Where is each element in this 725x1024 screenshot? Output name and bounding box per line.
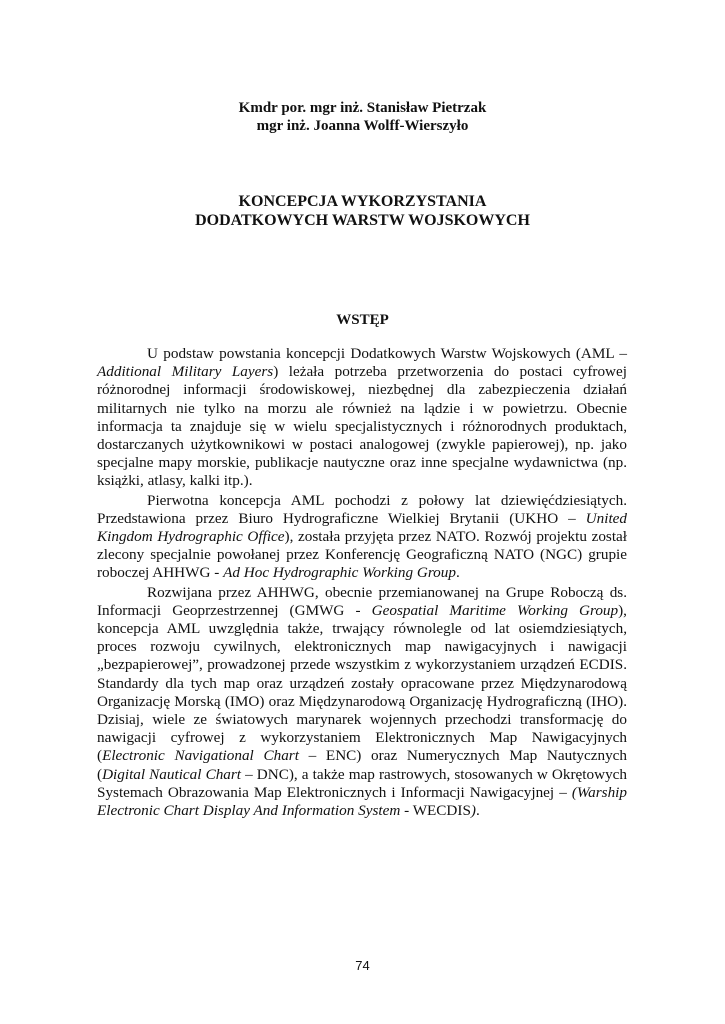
italic-term: Additional Military Layers: [97, 363, 274, 381]
text-run: ) leżała potrzeba przetworzenia do postaci cyfrowej różnorodnej informacji środowiskowej, niezbędnej dla zabezpieczenia działań militarnych nie tylko na morzu ale również na lądzie i w powietrzu. Obecnie informacja ta znajduje się w wielu specjalistycznych i różnorodnych produktach, dostarczanych użytkownikowi w postaci analogowej (zwykle papierowej), np. jako specjalne mapy morskie, publikacje nautyczne oraz inne specjalne wydawnictwa (np. książki, atlasy, kalki itp.).: [97, 363, 627, 490]
paragraph-1: [97, 345, 627, 491]
text-run: .: [455, 564, 460, 582]
title-line-1: KONCEPCJA WYKORZYSTANIA: [238, 193, 487, 210]
paragraph-2: [97, 492, 627, 583]
author-2: mgr inż. Joanna Wolff-Wierszyło: [256, 118, 469, 134]
author-block: [0, 99, 725, 135]
text-run: U podstaw powstania koncepcji Dodatkowych Warstw Wojskowych (AML –: [147, 345, 627, 362]
italic-term: Ad Hoc Hydrographic Working Group: [223, 564, 456, 582]
page-number: 74: [355, 958, 370, 973]
text-run: – DNC), a także map rastrowych, stosowanych w Okrętowych Systemach Obrazowania Map Elektronicznych i Informacji Nawigacyjnej –: [97, 765, 627, 801]
title-line-2: DODATKOWYCH WARSTW WOJSKOWYCH: [195, 212, 530, 229]
text-run: – ENC) oraz Numerycznych Map Nautycznych (: [97, 747, 628, 783]
text-run: Rozwijana przez AHHWG, obecnie przemianowanej na Grupe Roboczą ds. Informacji Geoprzestrzennej (GMWG -: [97, 583, 627, 619]
text-run: Pierwotna koncepcja AML pochodzi z połowy lat dziewięćdziesiątych. Przedstawiona przez Biuro Hydrograficzne Wielkiej Brytanii (UKHO –: [97, 491, 627, 527]
section-heading: WSTĘP: [336, 312, 389, 328]
text-run: - WECDIS: [400, 802, 471, 820]
italic-term: United Kingdom Hydrographic Office: [97, 509, 627, 546]
text-run: ), koncepcja AML uwzględnia także, trwający równolegle od lat osiemdziesiątych, proces rozwoju cywilnych, elektronicznych map nawigacyjnych i nawigacji „bezpapierowej”, prowadzonej przede wszystkim z wykorzystaniem urządzeń ECDIS. Standardy dla tych map oraz urządzeń zostały opracowane przez Międzynarodową Organizację Morską (IMO) oraz Międzynarodową Organizację Hydrograficzną (IHO). Dzisiaj, wiele ze światowych marynarek wojennych przechodzi transformację do nawigacji cyfrowej z wykorzystaniem Elektronicznych Map Nawigacyjnych (: [97, 601, 627, 765]
body-text: [97, 345, 627, 821]
paragraph-3: [97, 584, 627, 821]
italic-term: ): [470, 802, 476, 820]
italic-term: Digital Nautical Chart: [102, 765, 242, 783]
text-run: .: [475, 802, 480, 820]
paper-title: [0, 192, 725, 230]
italic-term: Geospatial Maritime Working Group: [371, 601, 619, 619]
italic-term: (Warship Electronic Chart Display And Information System: [97, 783, 627, 820]
italic-term: Electronic Navigational Chart: [102, 747, 299, 765]
author-1: Kmdr por. mgr inż. Stanisław Pietrzak: [238, 100, 487, 116]
text-run: ), została przyjęta przez NATO. Rozwój projektu został zlecony specjalnie powołanej przez Konferencję Geograficzną NATO (NGC) grupie roboczej AHHWG -: [97, 528, 628, 582]
